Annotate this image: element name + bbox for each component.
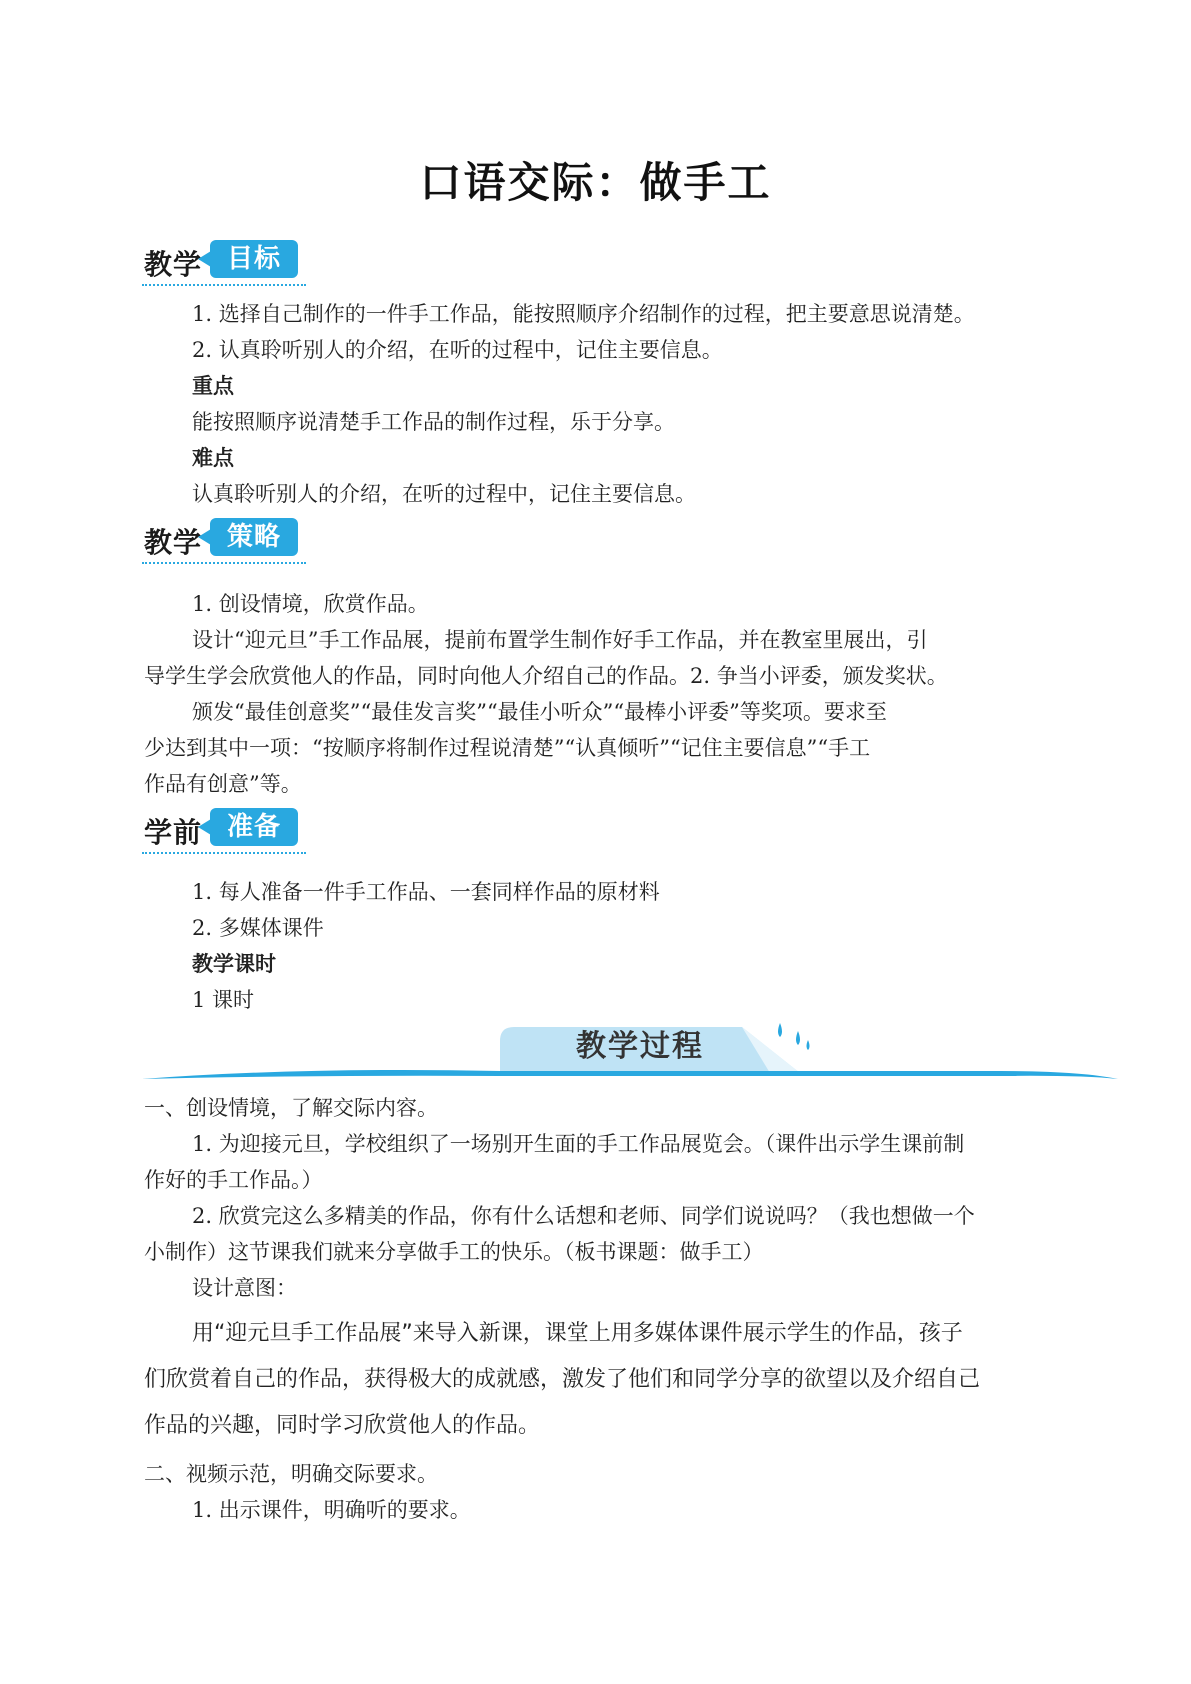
goal-item-1: 1. 选择自己制作的一件手工作品，能按照顺序介绍制作的过程，把主要意思说清楚。 xyxy=(192,302,975,326)
section-heading-prep xyxy=(144,808,319,858)
section-heading-prefix: 教学 xyxy=(144,526,203,559)
process-banner xyxy=(0,1015,1191,1095)
drop-icon xyxy=(807,1040,810,1050)
drop-icon xyxy=(778,1023,782,1037)
section-heading-tag: 目标 xyxy=(210,240,298,278)
process-step-2-item-1: 1. 出示课件，明确听的要求。 xyxy=(192,1498,471,1522)
difficulty-text: 认真聆听别人的介绍，在听的过程中，记住主要信息。 xyxy=(192,482,696,506)
banner-title: 教学过程 xyxy=(576,1029,704,1064)
page-title: 口语交际：做手工 xyxy=(419,158,772,207)
lesson-hours-value: 1 课时 xyxy=(192,988,255,1012)
difficulty-label: 难点 xyxy=(192,446,234,470)
goal-item-2: 2. 认真聆听别人的介绍，在听的过程中，记住主要信息。 xyxy=(192,338,723,362)
design-intent-line: 作品的兴趣，同时学习欣赏他人的作品。 xyxy=(144,1413,541,1438)
lesson-hours-label: 教学课时 xyxy=(192,952,276,976)
section-heading-goals xyxy=(144,240,319,290)
prep-item-2: 2. 多媒体课件 xyxy=(192,916,324,940)
design-intent-line: 们欣赏着自己的作品，获得极大的成就感，激发了他们和同学分享的欲望以及介绍自己 xyxy=(144,1367,981,1392)
key-point-label: 重点 xyxy=(192,374,234,398)
process-step-2-heading: 二、视频示范，明确交际要求。 xyxy=(144,1462,438,1486)
section-heading-strategy xyxy=(144,518,319,568)
section-heading-prefix: 学前 xyxy=(144,816,203,849)
strategy-paragraph-2-line: 颁发“最佳创意奖”“最佳发言奖”“最佳小听众”“最棒小评委”等奖项。要求至 xyxy=(192,700,887,724)
design-intent-line: 用“迎元旦手工作品展”来导入新课，课堂上用多媒体课件展示学生的作品，孩子 xyxy=(192,1321,963,1346)
strategy-item-1: 1. 创设情境，欣赏作品。 xyxy=(192,592,429,616)
strategy-paragraph-1-line: 设计“迎元旦”手工作品展，提前布置学生制作好手工作品，并在教室里展出，引 xyxy=(192,628,928,652)
strategy-paragraph-1-line: 导学生学会欣赏他人的作品，同时向他人介绍自己的作品。2. 争当小评委，颁发奖状。 xyxy=(144,664,948,688)
dotted-underline xyxy=(142,284,306,286)
strategy-paragraph-2-line: 少达到其中一项：“按顺序将制作过程说清楚”“认真倾听”“记住主要信息”“手工 xyxy=(144,736,871,760)
process-step-1-item-2: 2. 欣赏完这么多精美的作品，你有什么话想和老师、同学们说说吗？（我也想做一个 xyxy=(192,1204,975,1228)
banner-swoosh xyxy=(142,1070,1118,1079)
drop-icon xyxy=(796,1031,800,1045)
dotted-underline xyxy=(142,852,306,854)
process-step-1-item-1-cont: 作好的手工作品。） xyxy=(144,1168,323,1192)
section-heading-prefix: 教学 xyxy=(144,248,203,281)
process-step-1-item-1: 1. 为迎接元旦，学校组织了一场别开生面的手工作品展览会。（课件出示学生课前制 xyxy=(192,1132,965,1156)
design-intent-label: 设计意图： xyxy=(192,1276,297,1300)
section-heading-tag: 策略 xyxy=(210,518,298,556)
prep-item-1: 1. 每人准备一件手工作品、一套同样作品的原材料 xyxy=(192,880,660,904)
section-heading-tag: 准备 xyxy=(210,808,298,846)
key-point-text: 能按照顺序说清楚手工作品的制作过程，乐于分享。 xyxy=(192,410,675,434)
strategy-paragraph-2-line: 作品有创意”等。 xyxy=(144,772,302,796)
dotted-underline xyxy=(142,562,306,564)
process-step-1-item-2-cont: 小制作）这节课我们就来分享做手工的快乐。（板书课题：做手工） xyxy=(144,1240,764,1264)
process-step-1-heading: 一、创设情境，了解交际内容。 xyxy=(144,1096,438,1120)
